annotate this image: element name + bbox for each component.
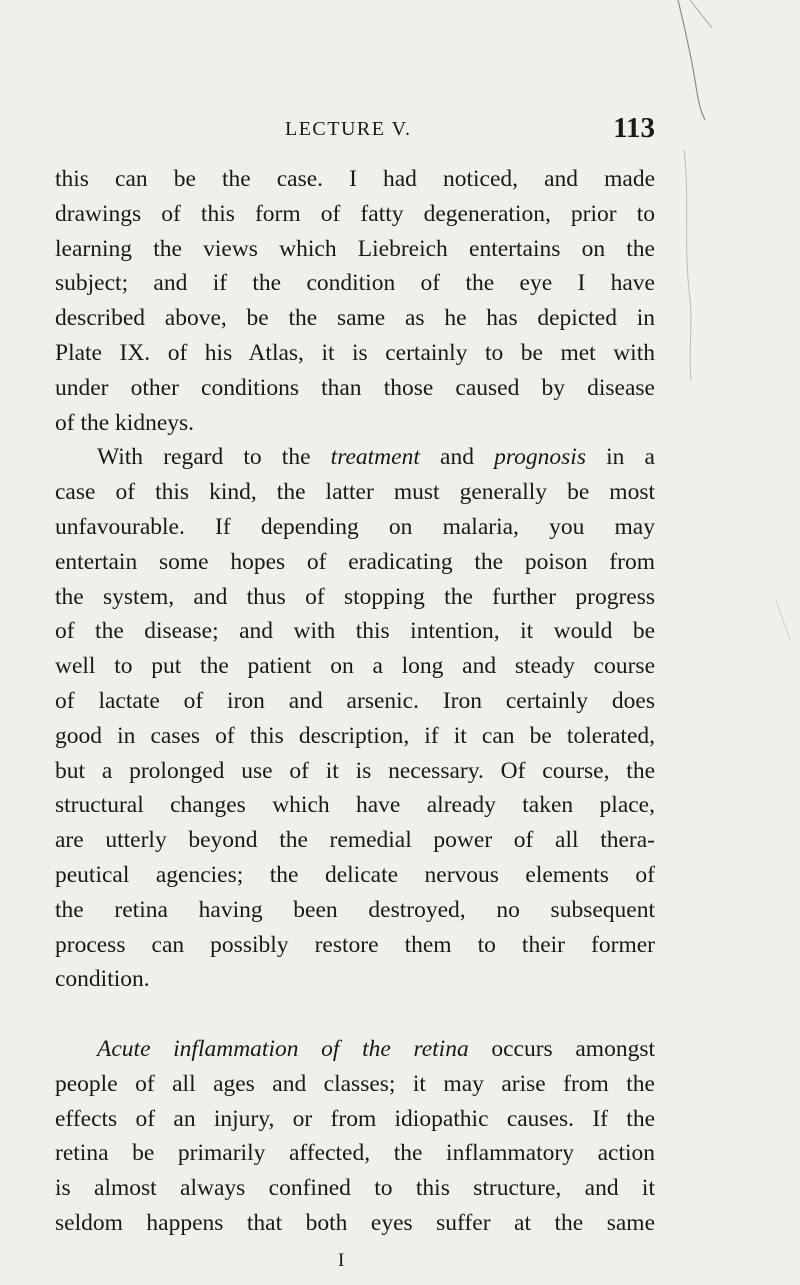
text-line: but a prolonged use of it is necessary. Of course, the — [55, 757, 655, 784]
italic-heading: Acute inflammation of the retina — [97, 1035, 469, 1062]
italic-term: treatment — [330, 444, 420, 471]
paragraph-first-line — [55, 440, 655, 475]
text-line: learning the views which Liebreich entertains on the — [55, 235, 655, 262]
italic-term: prognosis — [494, 444, 586, 471]
text-line: the system, and thus of stopping the further progress — [55, 583, 655, 610]
text-line: Plate IX. of his Atlas, it is certainly to be met with — [55, 339, 655, 366]
text-run: With regard to the — [97, 444, 331, 471]
text-line: entertain some hopes of eradicating the poison from — [55, 548, 655, 575]
text-line: of the kidneys. — [55, 409, 195, 436]
text-line: described above, be the same as he has depicted in — [55, 305, 655, 332]
text-line: retina be primarily affected, the inflammatory action — [55, 1140, 655, 1167]
paragraph-first-line — [55, 1032, 655, 1067]
paragraph-gap — [55, 997, 655, 1032]
text-line: process can possibly restore them to their former — [55, 931, 655, 958]
text-line: of the disease; and with this intention, it would be — [55, 618, 655, 645]
text-line: peutical agencies; the delicate nervous elements of — [55, 861, 655, 888]
text-line: condition. — [55, 966, 150, 993]
text-line: this can be the case. I had noticed, and made — [55, 166, 655, 192]
text-line: people of all ages and classes; it may arise from the — [55, 1070, 655, 1097]
text-line: case of this kind, the latter must generally be most — [55, 479, 655, 506]
running-title: LECTURE V. — [285, 118, 412, 140]
text-line: structural changes which have already taken place, — [55, 792, 655, 819]
page-number: 113 — [613, 112, 655, 144]
running-head — [55, 112, 655, 148]
text-line: unfavourable. If depending on malaria, you may — [55, 513, 655, 540]
body-text — [55, 162, 655, 1241]
text-line: is almost always confined to this structure, and it — [55, 1175, 655, 1202]
text-line: good in cases of this description, if it can be tolerated, — [55, 722, 655, 749]
text-line: seldom happens that both eyes suffer at the same — [55, 1209, 655, 1236]
signature-mark: I — [338, 1250, 346, 1271]
text-line: effects of an injury, or from idiopathic causes. If the — [55, 1105, 655, 1132]
text-line: of lactate of iron and arsenic. Iron certainly does — [55, 687, 655, 714]
text-line: subject; and if the condition of the eye I have — [55, 270, 655, 297]
text-run: occurs amongst — [468, 1035, 655, 1062]
text-run: and — [419, 444, 495, 471]
text-line: well to put the patient on a long and steady course — [55, 653, 655, 680]
text-line: are utterly beyond the remedial power of all thera- — [55, 827, 655, 854]
text-line: under other conditions than those caused by disease — [55, 374, 655, 401]
text-line: the retina having been destroyed, no subsequent — [55, 896, 655, 923]
text-line: drawings of this form of fatty degeneration, prior to — [55, 200, 655, 227]
text-run: in a — [585, 444, 655, 471]
